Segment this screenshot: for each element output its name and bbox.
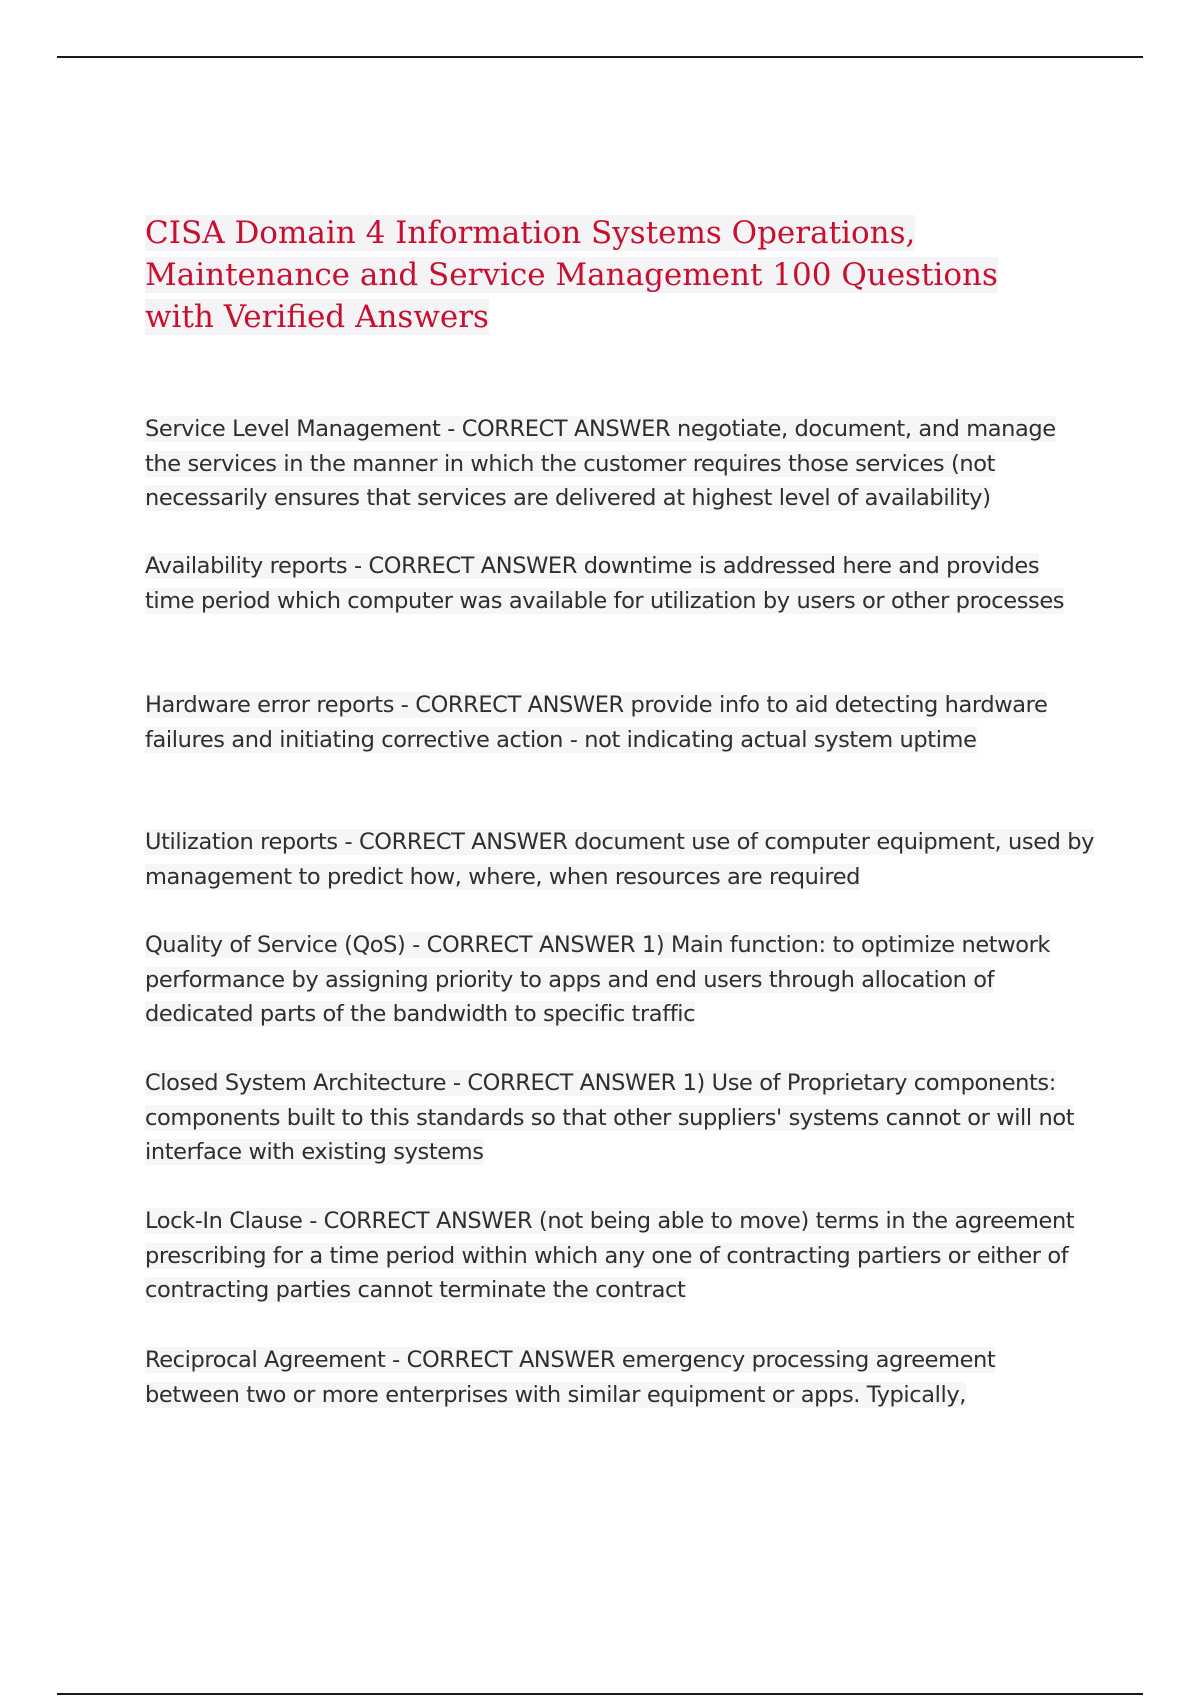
qa-entry-lock-in-clause — [145, 1204, 1095, 1343]
qa-entry-text: Reciprocal Agreement - CORRECT ANSWER emergency processing agreement between two or more enterprises with similar equipment or apps. Typically, — [145, 1347, 996, 1408]
qa-entry-reciprocal-agreement — [145, 1343, 1095, 1412]
qa-entry-text: Availability reports - CORRECT ANSWER downtime is addressed here and provides time period which computer was available for utilization by users or other processes — [145, 553, 1065, 614]
qa-entry-text: Service Level Management - CORRECT ANSWER negotiate, document, and manage the services in the manner in which the customer requires those services (not necessarily ensures that services are delivered at highest level of availability) — [145, 416, 1056, 511]
qa-entry-text: Quality of Service (QoS) - CORRECT ANSWER 1) Main function: to optimize network performance by assigning priority to apps and end users through allocation of dedicated parts of the bandwidth to specific traffic — [145, 932, 1051, 1027]
qa-entry-closed-system-architecture — [145, 1066, 1095, 1204]
qa-entry-text: Closed System Architecture - CORRECT ANSWER 1) Use of Proprietary components: components built to this standards so that other suppliers' systems cannot or will not interface with existing systems — [145, 1070, 1075, 1165]
bottom-divider — [57, 1693, 1143, 1695]
top-divider — [57, 56, 1143, 58]
qa-entry-service-level-management — [145, 412, 1095, 549]
qa-entry-utilization-reports — [145, 825, 1095, 928]
qa-entry-availability-reports — [145, 549, 1095, 688]
document-title-text: CISA Domain 4 Information Systems Operations, Maintenance and Service Management 100 Questions with Verified Answers — [145, 215, 998, 335]
document-title — [145, 212, 1075, 338]
qa-entry-text: Lock-In Clause - CORRECT ANSWER (not being able to move) terms in the agreement prescribing for a time period within which any one of contracting partiers or either of contracting parties cannot terminate the contract — [145, 1208, 1075, 1303]
qa-entry-text: Hardware error reports - CORRECT ANSWER provide info to aid detecting hardware failures and initiating corrective action - not indicating actual system uptime — [145, 692, 1048, 753]
qa-entry-quality-of-service — [145, 928, 1095, 1066]
qa-entry-hardware-error-reports — [145, 688, 1095, 825]
qa-entry-list — [145, 412, 1095, 1412]
qa-entry-text: Utilization reports - CORRECT ANSWER document use of computer equipment, used by management to predict how, where, when resources are required — [145, 829, 1095, 890]
